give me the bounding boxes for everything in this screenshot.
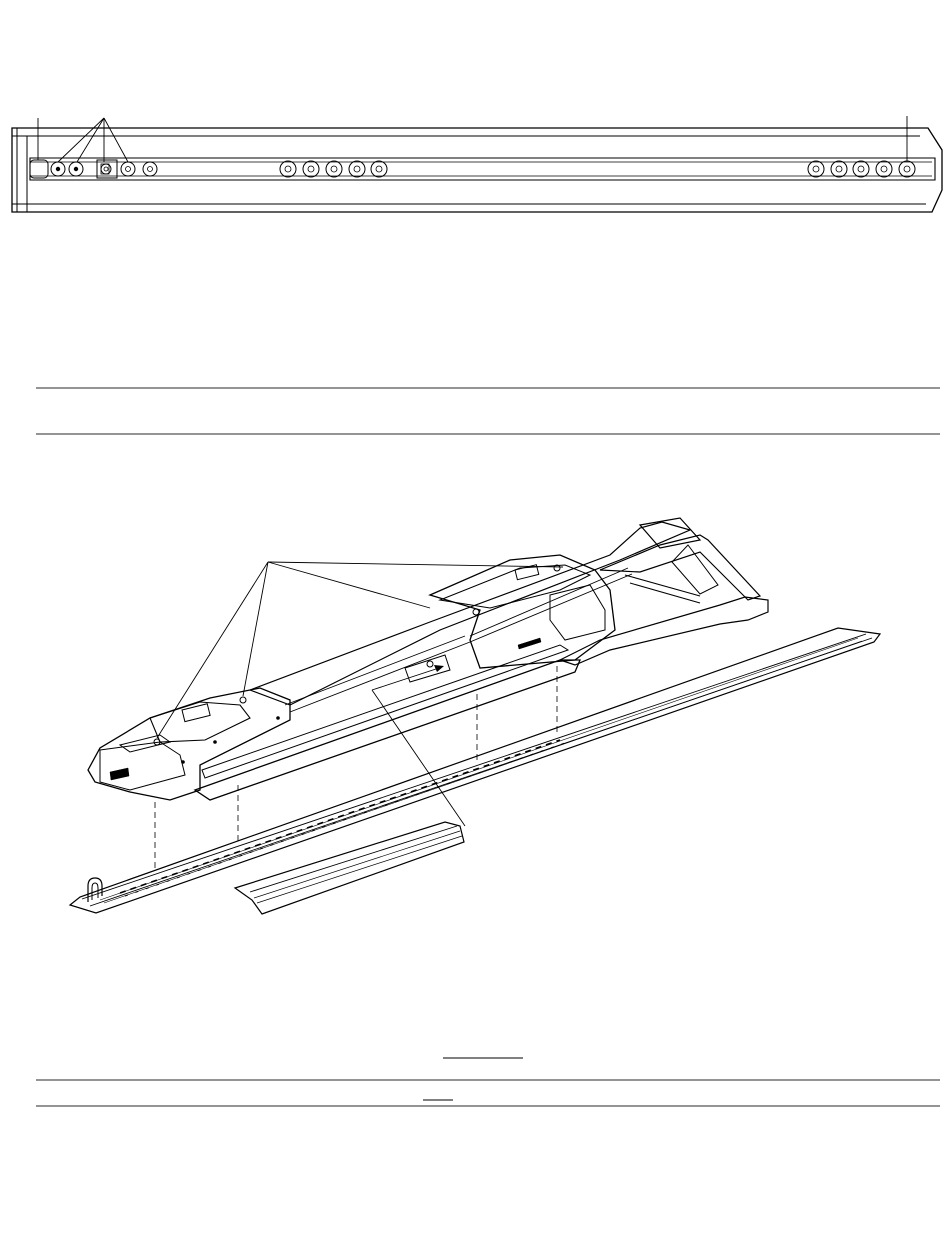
bolt-icon [121, 162, 135, 176]
bolt-icon [326, 161, 342, 177]
bolt-icon [808, 161, 824, 177]
maker-logo-mark [518, 638, 541, 649]
isometric-assembly [70, 518, 880, 914]
bolt-icon [853, 161, 869, 177]
rail-outline [12, 128, 942, 212]
bolt-group-right [808, 161, 915, 177]
rail-slot [30, 158, 935, 180]
leader-line [268, 562, 563, 567]
bolt-group-left [51, 162, 157, 176]
leader-line [104, 118, 128, 162]
iso-rail [70, 628, 880, 913]
bolt-icon [51, 162, 65, 176]
cover-strip-arrow [372, 665, 465, 826]
rail-clip [97, 160, 117, 178]
end-stop-block [30, 160, 48, 178]
bolt-group-middle [280, 161, 387, 177]
bolt-icon [303, 161, 319, 177]
beam-outline [195, 660, 580, 800]
center-carriage [405, 655, 450, 682]
bolt-icon [831, 161, 847, 177]
front-badge [110, 768, 129, 780]
bolt-icon [280, 161, 296, 177]
top-view-leaders [38, 116, 907, 162]
bolt-icon [349, 161, 365, 177]
rail-top-view [12, 116, 942, 212]
bolt-icon [371, 161, 387, 177]
bolt-icon [69, 162, 83, 176]
bolt-icon [899, 161, 915, 177]
bolt-icon [876, 161, 892, 177]
iso-callout-leaders [157, 562, 563, 738]
bolt-icon [101, 164, 111, 174]
bolt-icon [143, 162, 157, 176]
leader-line [268, 562, 430, 608]
